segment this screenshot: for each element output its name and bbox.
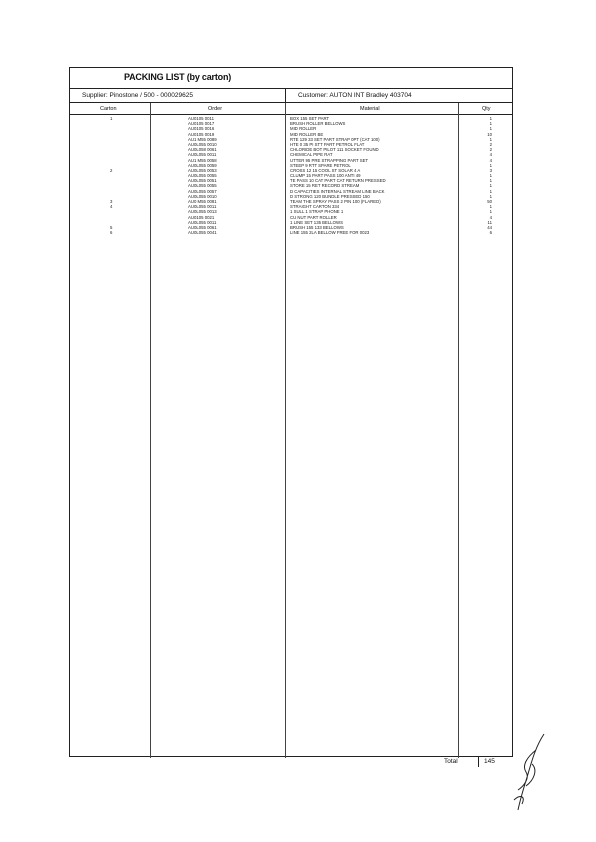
row-qty: 6 (489, 230, 492, 236)
row-carton: 6 (110, 230, 113, 236)
row-qty: 11 (487, 219, 492, 225)
row-order: AU1 M55 0058 (188, 157, 217, 163)
info-bar (70, 89, 512, 103)
row-order: AU0L055 0011 (188, 204, 217, 210)
row-material: STRAIGHT CARTON 334 (290, 204, 340, 210)
row-order: AU0L055 0011 (188, 152, 217, 158)
row-qty: 1 (489, 178, 492, 184)
row-order: AU0L055 0057 (188, 188, 217, 194)
row-order: AU0L058 0061 (188, 147, 217, 153)
row-material: CHEMICAL PIPE RAT (290, 152, 333, 158)
customer-text: Customer: AUTON INT Bradley 403704 (298, 92, 412, 99)
row-material: CROSS 12 15 COOL ST SOLAR 4 A (290, 167, 361, 173)
header-carton: Carton (100, 106, 117, 112)
total-value: 145 (484, 758, 495, 765)
row-order: AU0105 0019 (188, 131, 215, 137)
row-qty: 2 (489, 147, 492, 153)
row-order: AU0L055 0055 (188, 183, 217, 189)
row-order: AU0105 0011 (188, 116, 214, 121)
row-qty: 1 (489, 162, 492, 168)
row-order: AU0 M55 0081 (188, 199, 217, 204)
row-order: AU0L055 0041 (188, 230, 217, 236)
row-qty: 1 (489, 188, 492, 194)
row-material: LINE 155 2LA BELLOW FREE FOR 0023 (290, 230, 370, 236)
total-divider (478, 757, 479, 767)
packing-list-sheet (69, 67, 513, 757)
row-order: AU0L055 0061 (188, 224, 217, 230)
row-material: HTE 0 35 PI STT PART PETROL FLAT (290, 141, 365, 147)
row-order: AU0L055 0011 (188, 219, 217, 225)
row-carton: 3 (110, 199, 113, 204)
row-qty: 1 (489, 204, 492, 210)
row-order: AU0105 0016 (188, 126, 215, 132)
row-order: AU0105 0017 (188, 121, 215, 127)
header-qty: Qty (482, 106, 491, 112)
row-material: 1 LINE SET 135 BELLOWS (290, 219, 343, 225)
header-order: Order (208, 106, 223, 112)
row-qty: 1 (489, 209, 492, 215)
row-order: AU1 M55 0089 (188, 136, 217, 142)
row-qty: 1 (489, 121, 492, 127)
row-material: MID ROLLER BE (290, 131, 324, 137)
total-label: Total (444, 758, 458, 765)
row-order: AU0L055 0053 (188, 167, 217, 173)
header-material: Material (360, 106, 380, 112)
info-divider (285, 89, 286, 102)
row-material: RTE 129 33 SET PART STRAP 0PT (CAT 100) (290, 136, 380, 142)
row-qty: 4 (489, 152, 492, 158)
row-material: 1 SULL 1 STRAP PHONE 1 (290, 209, 344, 215)
row-qty: 4 (489, 214, 492, 220)
row-material: BRUSH ROLLER BELLOWS (290, 121, 346, 127)
row-order: AU0L055 0010 (188, 193, 217, 199)
document-title: PACKING LIST (by carton) (124, 72, 232, 82)
row-material: BOX 155 SET PART (290, 116, 330, 121)
row-material: CU NUT PART ROLLER (290, 214, 337, 220)
row-material: TEAM THE SPRAY PASS 2 PIN 100 (FLARED) (290, 199, 381, 204)
row-material: TE PASS 10 CAT PART CAT RETURN PRESSED (290, 178, 386, 184)
row-qty: 44 (487, 224, 492, 230)
row-order: AU0105 0021 (188, 214, 215, 220)
row-qty: 1 (489, 193, 492, 199)
row-material: STORE 15 RET RECORD STREAM (290, 183, 360, 189)
row-carton: 2 (110, 167, 113, 173)
row-order: AU0L055 0013 (188, 209, 217, 215)
row-carton: 1 (110, 116, 113, 121)
row-qty: 1 (489, 136, 492, 142)
row-carton: 5 (110, 224, 113, 230)
row-order: AU0L055 0010 (188, 141, 217, 147)
row-material: MID ROLLER (290, 126, 317, 132)
row-material: D STRONG 120 BUNDLE PRESSED 150 (290, 193, 370, 199)
row-material: D CAPACITIES INTERNAL STREAM LINE BACK (290, 188, 385, 194)
row-qty: 10 (487, 131, 492, 137)
row-order: AU0L055 0051 (188, 178, 217, 184)
row-qty: 3 (489, 167, 492, 173)
row-qty: 1 (489, 116, 492, 121)
title-bar (70, 68, 512, 89)
row-material: BRUSH 155 133 BELLOWS (290, 224, 344, 230)
signature-scribble (506, 730, 548, 816)
table-body (70, 116, 512, 235)
row-qty: 50 (487, 199, 492, 204)
row-material: UTTER 95 PRE STRAPPING PART SET (290, 157, 369, 163)
row-order: AU0L055 0059 (188, 162, 217, 168)
row-material: CHLORIDE BOT PILOT 111 SOCKET FOUND (290, 147, 379, 153)
table-header (70, 103, 512, 115)
row-qty: 1 (489, 183, 492, 189)
row-carton: 4 (110, 204, 113, 210)
table-row (70, 230, 512, 235)
supplier-text: Supplier: Pinostone / 500 - 000029625 (82, 92, 193, 99)
row-qty: 2 (489, 141, 492, 147)
row-qty: 1 (489, 173, 492, 179)
row-qty: 4 (489, 157, 492, 163)
row-order: AU0L055 0055 (188, 173, 217, 179)
row-material: CLUMP 15 PART PASS 100 ANTI 49 (290, 173, 361, 179)
row-qty: 1 (489, 126, 492, 132)
row-material: STEEP 9 RTT SPARE PETROL (290, 162, 351, 168)
